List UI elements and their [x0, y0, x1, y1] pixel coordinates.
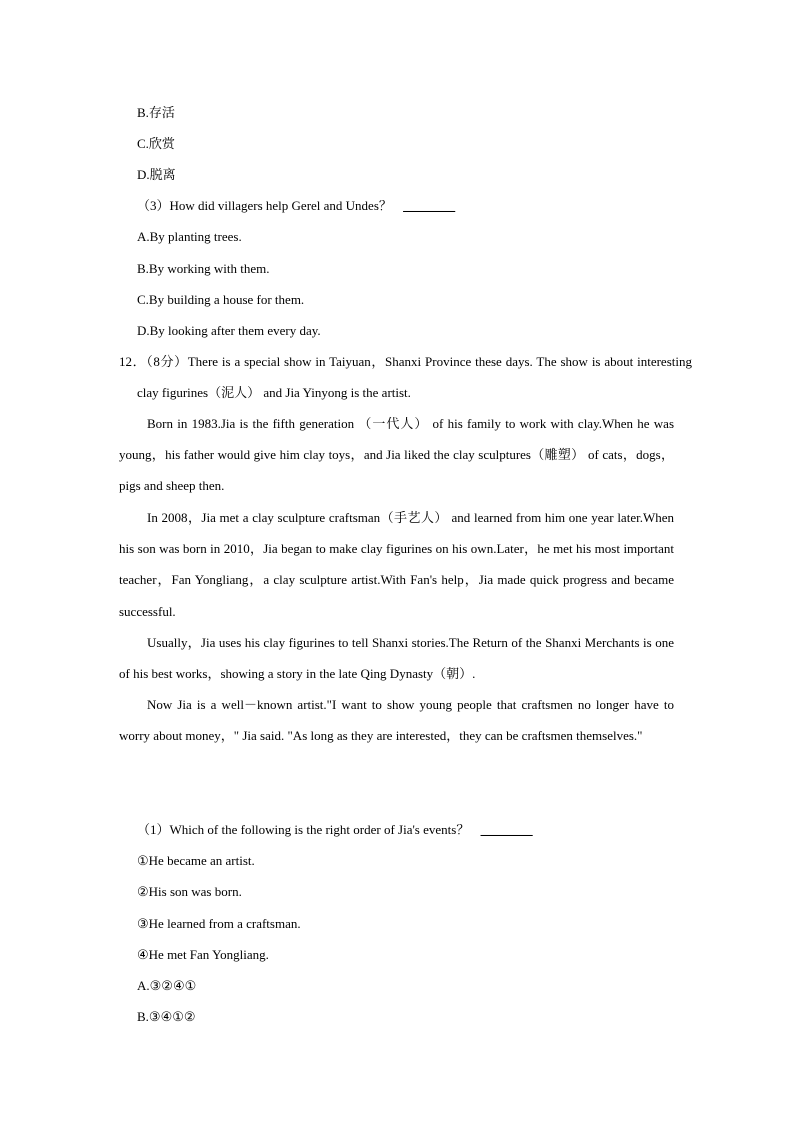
option-b: B.③④①② — [137, 1009, 196, 1024]
passage-paragraph: Usually，Jia uses his clay figurines to tell Shanxi stories.The Return of the Shanxi Merchants is one of his best works，showing a story in the late Qing Dynasty（朝）. — [119, 635, 674, 682]
question-stem — [137, 198, 455, 214]
event-item: ②His son was born. — [137, 884, 242, 899]
answer-blank: ________ — [480, 822, 533, 837]
passage-paragraph: In 2008，Jia met a clay sculpture craftsman（手艺人） and learned from him one year later.When his son was born in 2010，Jia began to make clay figurines on his own.Later，he met his most important teacher，Fan Yongliang，a clay sculpture artist.With Fan's help，Jia made quick progress and became successful. — [119, 510, 674, 619]
question-stem-text: （1）Which of the following is the right order of Jia's events？ — [137, 822, 470, 837]
option-c: C.By building a house for them. — [137, 292, 305, 307]
question-stem — [137, 822, 533, 838]
option-d: D.脱离 — [137, 167, 176, 182]
option-a: A.③②④① — [137, 978, 197, 993]
question-stem-text: （3）How did villagers help Gerel and Undes？ — [137, 198, 392, 213]
option-a: A.By planting trees. — [137, 229, 242, 244]
answer-blank: ________ — [403, 198, 456, 213]
event-item: ③He learned from a craftsman. — [137, 916, 301, 931]
event-item: ④He met Fan Yongliang. — [137, 947, 269, 962]
option-d: D.By looking after them every day. — [137, 323, 321, 338]
option-b: B.By working with them. — [137, 261, 270, 276]
option-c: C.欣赏 — [137, 136, 175, 151]
question-12-header: 12．（8分）There is a special show in Taiyuan，Shanxi Province these days. The show is about interesting clay figurines（泥人） and Jia Yinyong is the artist. — [119, 354, 692, 401]
passage-paragraph: Now Jia is a well－known artist."I want to show young people that craftsmen no longer have to worry about money，" Jia said. "As long as they are interested，they can be craftsmen themselves." — [119, 697, 674, 744]
option-b: B.存活 — [137, 105, 175, 120]
event-item: ①He became an artist. — [137, 853, 255, 868]
passage-paragraph: Born in 1983.Jia is the fifth generation （一代人） of his family to work with clay.When he was young，his father would give him clay toys，and Jia liked the clay sculptures（雕塑） of cats，dogs，pigs and sheep then. — [119, 416, 674, 494]
